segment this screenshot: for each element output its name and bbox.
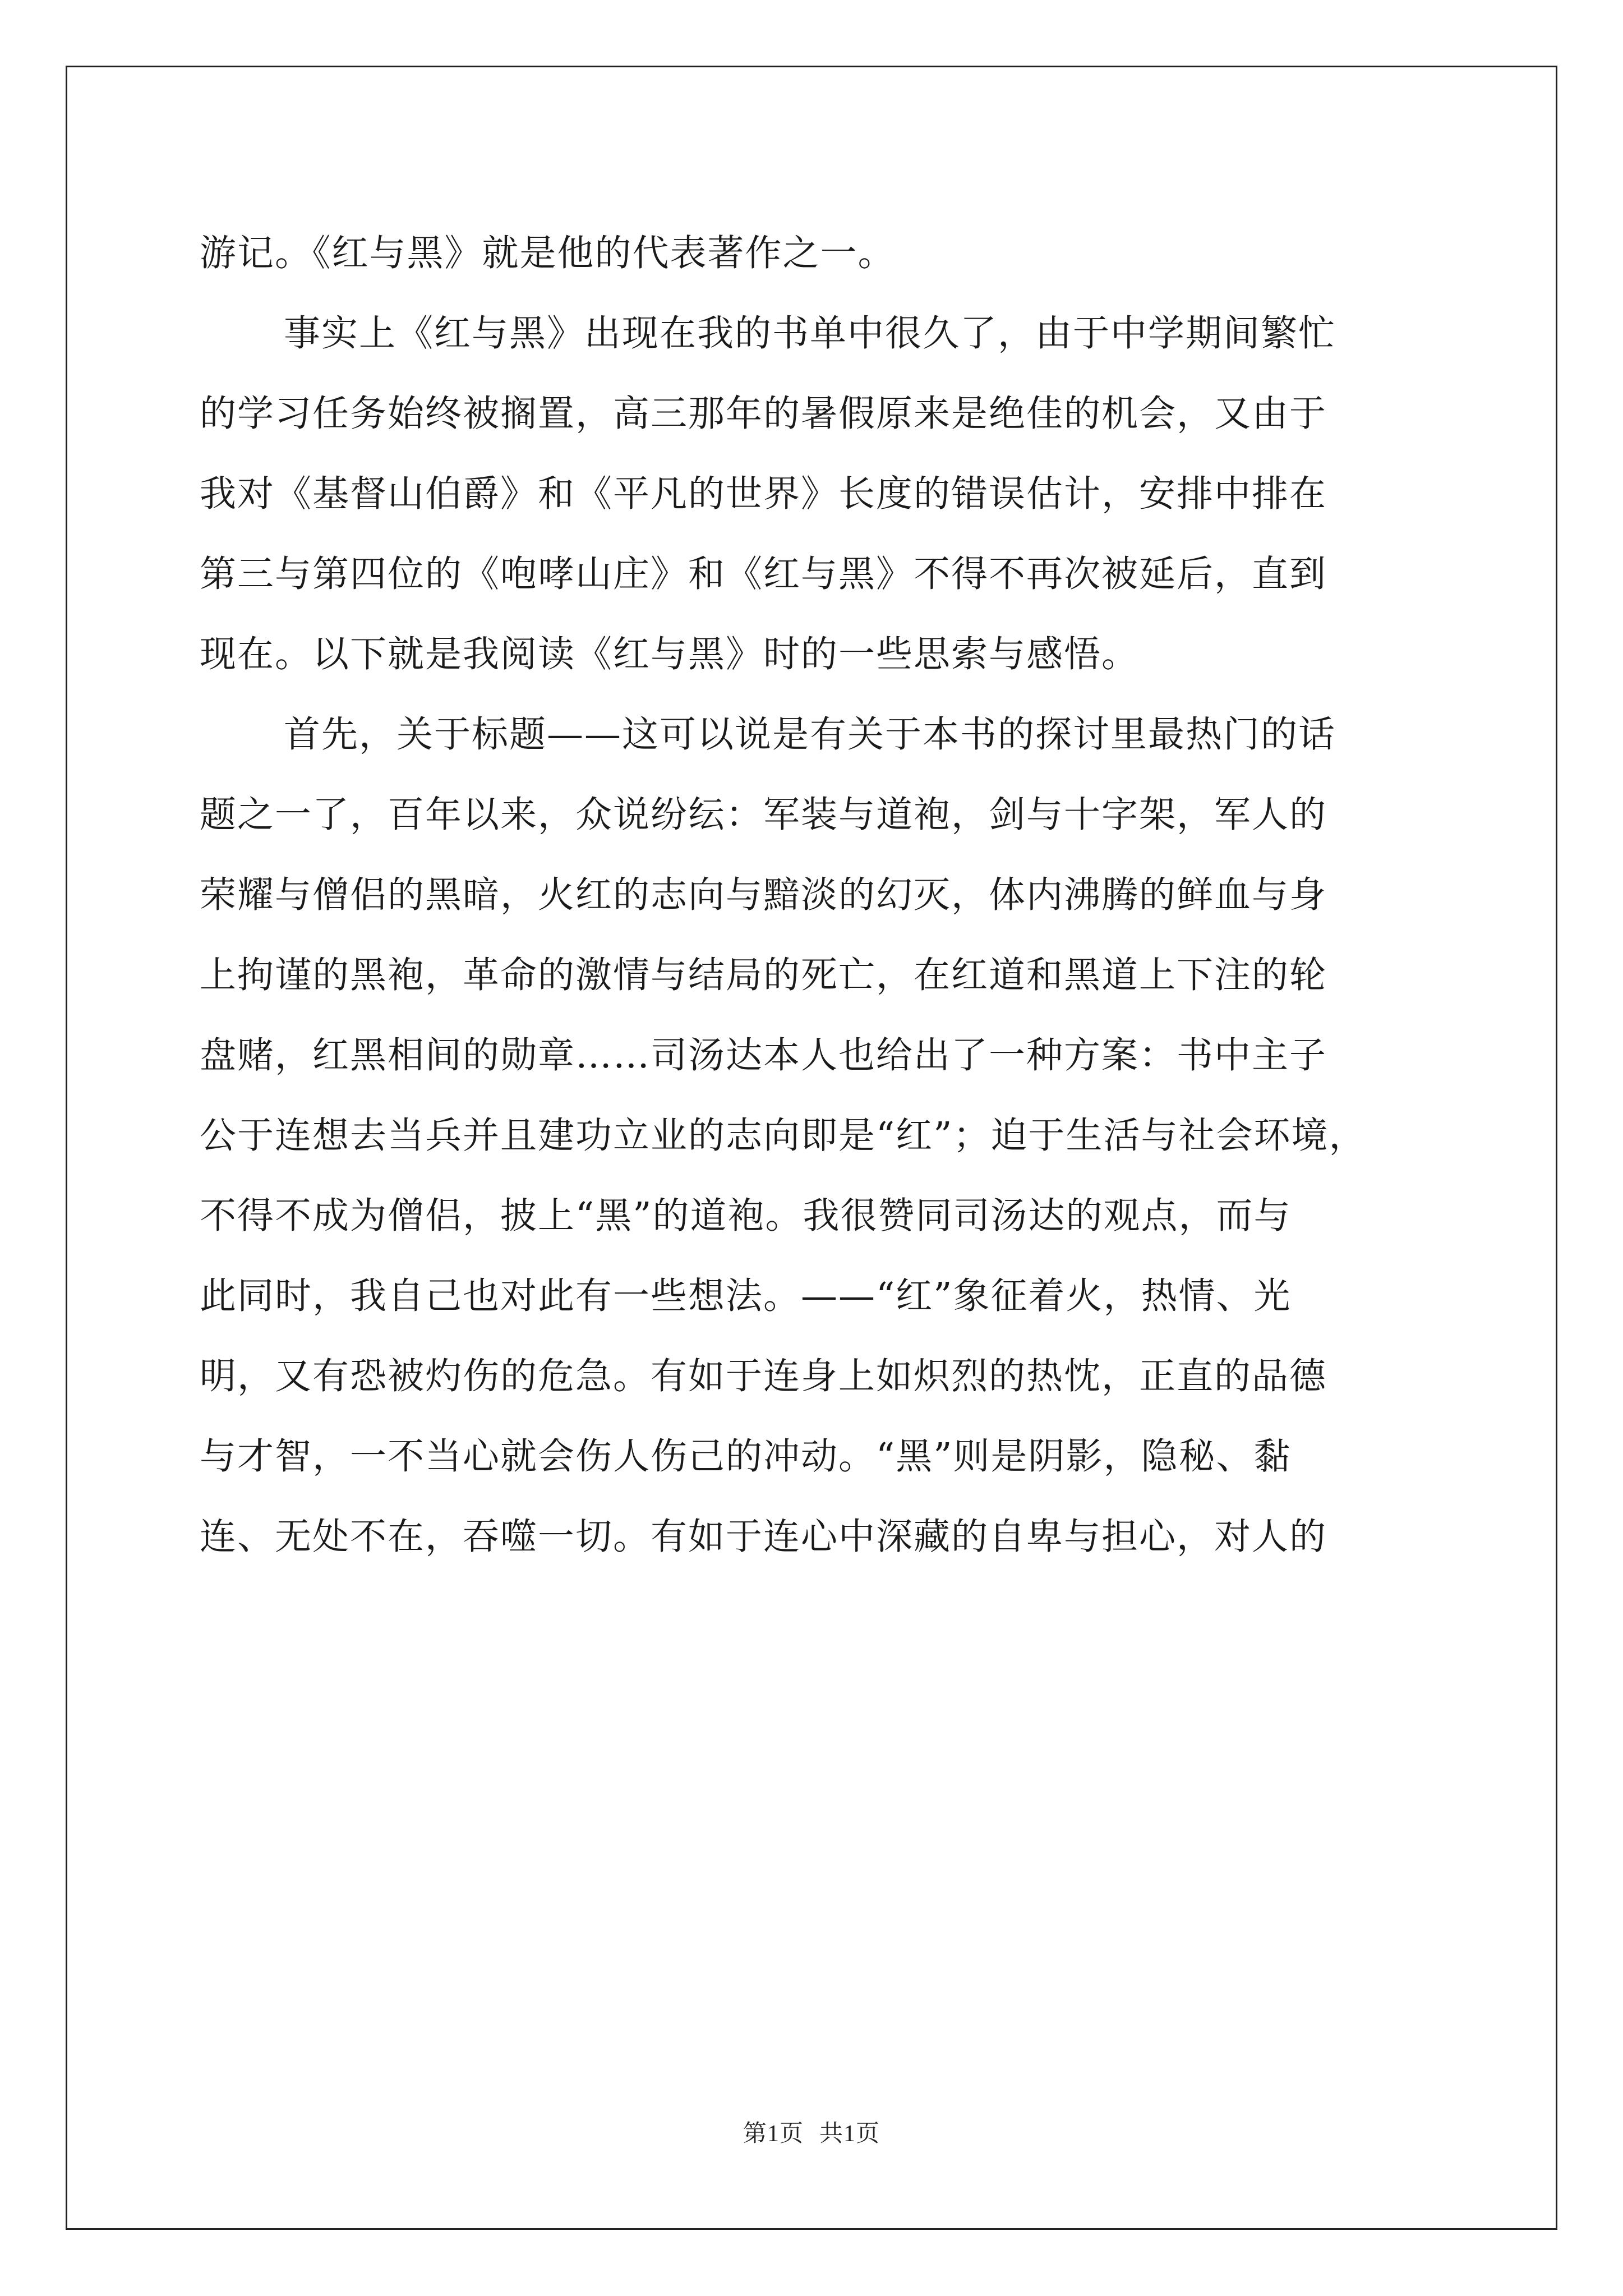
text-line: 的学习任务始终被搁置，高三那年的暑假原来是绝佳的机会，又由于: [200, 393, 1327, 435]
text-line: 与才智，一不当心就会伤人伤己的冲动。“黑”则是阴影，隐秘、黏: [200, 1435, 1292, 1478]
page-number: 第1页: [743, 2121, 804, 2147]
text-line: 首先，关于标题——这可以说是有关于本书的探讨里最热门的话: [284, 714, 1336, 756]
document-body: [200, 213, 1422, 1577]
page-footer: [0, 2115, 1623, 2148]
text-line: 此同时，我自己也对此有一些想法。——“红”象征着火，热情、光: [200, 1275, 1292, 1317]
text-line: 题之一了，百年以来，众说纷纭：军装与道袍，剑与十字架，军人的: [200, 794, 1327, 836]
text-line: 游记。《红与黑》就是他的代表著作之一。: [200, 232, 896, 274]
text-line: 连、无处不在，吞噬一切。有如于连心中深藏的自卑与担心，对人的: [200, 1516, 1327, 1558]
text-line: 现在。以下就是我阅读《红与黑》时的一些思索与感悟。: [200, 633, 1140, 675]
text-line: 荣耀与僧侣的黑暗，火红的志向与黯淡的幻灭，体内沸腾的鲜血与身: [200, 874, 1327, 916]
text-line: 公于连想去当兵并且建功立业的志向即是“红”；迫于生活与社会环境，: [200, 1115, 1367, 1157]
text-line: 我对《基督山伯爵》和《平凡的世界》长度的错误估计，安排中排在: [200, 473, 1327, 515]
text-line: 明，又有恐被灼伤的危急。有如于连身上如炽烈的热忱，正直的品德: [200, 1355, 1327, 1397]
page-total: 共1页: [819, 2121, 880, 2147]
text-line: 事实上《红与黑》出现在我的书单中很久了，由于中学期间繁忙: [284, 312, 1336, 355]
text-line: 第三与第四位的《咆哮山庄》和《红与黑》不得不再次被延后，直到: [200, 553, 1327, 595]
text-line: 不得不成为僧侣，披上“黑”的道袍。我很赞同司汤达的观点，而与: [200, 1195, 1292, 1237]
text-line: 上拘谨的黑袍，革命的激情与结局的死亡，在红道和黑道上下注的轮: [200, 954, 1327, 996]
text-line: 盘赌，红黑相间的勋章……司汤达本人也给出了一种方案：书中主子: [200, 1034, 1327, 1076]
